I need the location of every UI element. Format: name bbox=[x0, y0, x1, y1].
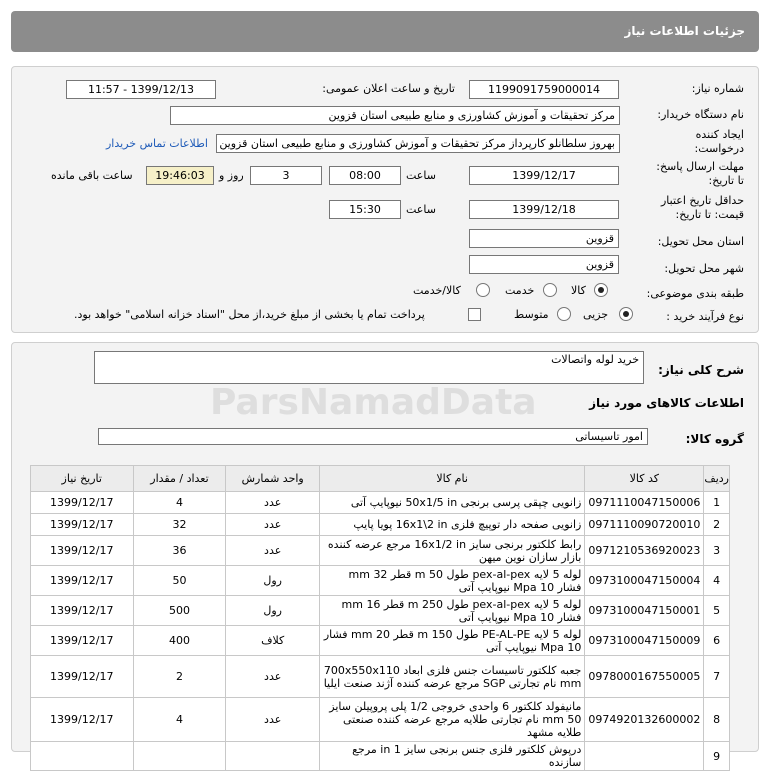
table-row[interactable] bbox=[31, 626, 730, 656]
cell-code: 0974920132600002 bbox=[585, 698, 704, 742]
category-label: طبقه بندی موضوعی: bbox=[646, 287, 744, 300]
province-field: قزوین bbox=[469, 229, 619, 248]
need-desc-label: شرح کلی نیاز: bbox=[658, 363, 744, 377]
cell-code: 0973100047150004 bbox=[585, 566, 704, 596]
cell-unit: عدد bbox=[226, 492, 319, 514]
cell-row: 2 bbox=[704, 514, 730, 536]
items-table bbox=[30, 465, 730, 771]
col-unit: واحد شمارش bbox=[226, 466, 319, 492]
table-row[interactable] bbox=[31, 698, 730, 742]
category-goods-label: کالا bbox=[571, 284, 586, 297]
cell-name: مانیفولد کلکتور 6 واحدی خروجی 1/2 پلی پروپیلن سایز 50 mm نام تجارتی طلایه مرجع عرضه کننده صنعتی طلایه مشهد bbox=[319, 698, 584, 742]
page-header bbox=[11, 11, 759, 52]
deadline-time-label: ساعت bbox=[406, 169, 436, 182]
cell-date: 1399/12/17 bbox=[31, 656, 134, 698]
category-goods-radio[interactable] bbox=[594, 283, 608, 297]
cell-date bbox=[31, 742, 134, 771]
treasury-payment-note: پرداخت تمام یا بخشی از مبلغ خرید،از محل "اسناد خزانه اسلامی" خواهد بود. bbox=[74, 308, 425, 321]
cell-date: 1399/12/17 bbox=[31, 596, 134, 626]
province-label: استان محل تحویل: bbox=[657, 235, 744, 248]
col-qty: تعداد / مقدار bbox=[133, 466, 226, 492]
cell-unit: عدد bbox=[226, 656, 319, 698]
cell-qty: 36 bbox=[133, 536, 226, 566]
process-label: نوع فرآیند خرید : bbox=[666, 310, 744, 323]
col-row: ردیف bbox=[704, 466, 730, 492]
cell-row: 9 bbox=[704, 742, 730, 771]
goods-group-label: گروه کالا: bbox=[685, 432, 744, 446]
col-code: کد کالا bbox=[585, 466, 704, 492]
table-row[interactable] bbox=[31, 492, 730, 514]
cell-unit: رول bbox=[226, 566, 319, 596]
cell-name: رابط کلکتور برنجی سایز 16x1/2 in مرجع عرضه کننده بازار سازان نوین میهن bbox=[319, 536, 584, 566]
cell-code: 0971110047150006 bbox=[585, 492, 704, 514]
cell-code bbox=[585, 742, 704, 771]
creator-field: بهروز سلطانلو کارپرداز مرکز تحقیقات و آموزش کشاورزی و منابع طبیعی استان قزوین bbox=[216, 134, 620, 153]
cell-row: 6 bbox=[704, 626, 730, 656]
announce-field: 1399/12/13 - 11:57 bbox=[66, 80, 216, 99]
goods-group-field: امور تاسیساتی bbox=[98, 428, 648, 445]
process-medium-label: متوسط bbox=[514, 308, 549, 321]
cell-qty: 500 bbox=[133, 596, 226, 626]
cell-unit: عدد bbox=[226, 514, 319, 536]
cell-date: 1399/12/17 bbox=[31, 698, 134, 742]
cell-code: 0971210536920023 bbox=[585, 536, 704, 566]
table-row[interactable] bbox=[31, 566, 730, 596]
buyer-org-label: نام دستگاه خریدار: bbox=[657, 108, 744, 121]
category-goods-service-label: کالا/خدمت bbox=[413, 284, 461, 297]
announce-label: تاریخ و ساعت اعلان عمومی: bbox=[322, 82, 455, 95]
cell-row: 1 bbox=[704, 492, 730, 514]
cell-row: 8 bbox=[704, 698, 730, 742]
watermark: ParsNamadData bbox=[210, 382, 537, 423]
remaining-time-field: 19:46:03 bbox=[146, 166, 214, 185]
need-number-field: 1199091759000014 bbox=[469, 80, 619, 99]
cell-name: زانویی چپقی پرسی برنجی 50x1/5 in نیوپایپ آتی bbox=[319, 492, 584, 514]
buyer-org-field: مرکز تحقیقات و آموزش کشاورزی و منابع طبیعی استان قزوین bbox=[170, 106, 620, 125]
cell-unit: کلاف bbox=[226, 626, 319, 656]
deadline-time-field: 08:00 bbox=[329, 166, 401, 185]
category-service-label: خدمت bbox=[505, 284, 535, 297]
cell-qty: 4 bbox=[133, 492, 226, 514]
table-row[interactable] bbox=[31, 514, 730, 536]
validity-label: حداقل تاریخ اعتبار قیمت: تا تاریخ: bbox=[660, 194, 744, 221]
cell-date: 1399/12/17 bbox=[31, 536, 134, 566]
cell-row: 3 bbox=[704, 536, 730, 566]
city-label: شهر محل تحویل: bbox=[664, 262, 744, 275]
table-row[interactable] bbox=[31, 742, 730, 771]
cell-unit: رول bbox=[226, 596, 319, 626]
table-row[interactable] bbox=[31, 596, 730, 626]
cell-qty bbox=[133, 742, 226, 771]
cell-unit: عدد bbox=[226, 698, 319, 742]
remaining-label: ساعت باقی مانده bbox=[51, 169, 133, 182]
cell-date: 1399/12/17 bbox=[31, 514, 134, 536]
table-header-row bbox=[31, 466, 730, 492]
deadline-label: مهلت ارسال پاسخ: تا تاریخ: bbox=[656, 160, 744, 187]
cell-name: لوله 5 لایه PE-AL-PE طول 150 m قطر 20 mm فشار 10 Mpa نیوپایپ آتی bbox=[319, 626, 584, 656]
cell-unit bbox=[226, 742, 319, 771]
goods-info-title: اطلاعات کالاهای مورد نیاز bbox=[589, 396, 744, 410]
cell-date: 1399/12/17 bbox=[31, 566, 134, 596]
days-field: 3 bbox=[250, 166, 322, 185]
page-title: جزئیات اطلاعات نیاز bbox=[624, 24, 745, 38]
cell-qty: 2 bbox=[133, 656, 226, 698]
cell-qty: 50 bbox=[133, 566, 226, 596]
cell-code: 0973100047150009 bbox=[585, 626, 704, 656]
cell-code: 0971110090720010 bbox=[585, 514, 704, 536]
category-goods-service-radio[interactable] bbox=[476, 283, 490, 297]
deadline-date-field: 1399/12/17 bbox=[469, 166, 619, 185]
validity-date-field: 1399/12/18 bbox=[469, 200, 619, 219]
need-number-label: شماره نیاز: bbox=[691, 82, 744, 95]
cell-name: زانویی صفحه دار توپیچ فلزی 16x1\2 in پویا پایپ bbox=[319, 514, 584, 536]
cell-row: 4 bbox=[704, 566, 730, 596]
table-row[interactable] bbox=[31, 536, 730, 566]
city-field: قزوین bbox=[469, 255, 619, 274]
cell-row: 5 bbox=[704, 596, 730, 626]
creator-label: ایجاد کننده درخواست: bbox=[694, 128, 744, 155]
validity-time-field: 15:30 bbox=[329, 200, 401, 219]
cell-qty: 400 bbox=[133, 626, 226, 656]
cell-qty: 4 bbox=[133, 698, 226, 742]
process-minor-label: جزیی bbox=[583, 308, 609, 321]
cell-date: 1399/12/17 bbox=[31, 492, 134, 514]
cell-unit: عدد bbox=[226, 536, 319, 566]
contact-info-link[interactable]: اطلاعات تماس خریدار bbox=[106, 137, 208, 150]
cell-qty: 32 bbox=[133, 514, 226, 536]
cell-code: 0973100047150001 bbox=[585, 596, 704, 626]
days-label: روز و bbox=[219, 169, 244, 182]
process-medium-radio[interactable] bbox=[557, 307, 571, 321]
table-row[interactable] bbox=[31, 656, 730, 698]
cell-date: 1399/12/17 bbox=[31, 626, 134, 656]
cell-name: جعبه کلکتور تاسیسات جنس فلزی ابعاد 700x550x110 mm نام تجارتی SGP مرجع عرضه کننده آژند صنعت ایلیا bbox=[319, 656, 584, 698]
need-desc-field: خرید لوله واتصالات bbox=[94, 351, 644, 384]
category-service-radio[interactable] bbox=[543, 283, 557, 297]
col-date: تاریخ نیاز bbox=[31, 466, 134, 492]
cell-name: لوله 5 لایه pex-al-pex طول 250 m قطر 16 mm فشار 10 Mpa نیوپایپ آتی bbox=[319, 596, 584, 626]
cell-name: لوله 5 لایه pex-al-pex طول 50 m قطر 32 mm فشار 10 Mpa نیوپایپ آتی bbox=[319, 566, 584, 596]
process-minor-radio[interactable] bbox=[619, 307, 633, 321]
col-name: نام کالا bbox=[319, 466, 584, 492]
cell-code: 0978000167550005 bbox=[585, 656, 704, 698]
validity-time-label: ساعت bbox=[406, 203, 436, 216]
cell-name: درپوش کلکتور فلزی جنس برنجی سایز 1 in مرجع سازنده bbox=[319, 742, 584, 771]
treasury-payment-checkbox[interactable] bbox=[468, 308, 481, 321]
cell-row: 7 bbox=[704, 656, 730, 698]
